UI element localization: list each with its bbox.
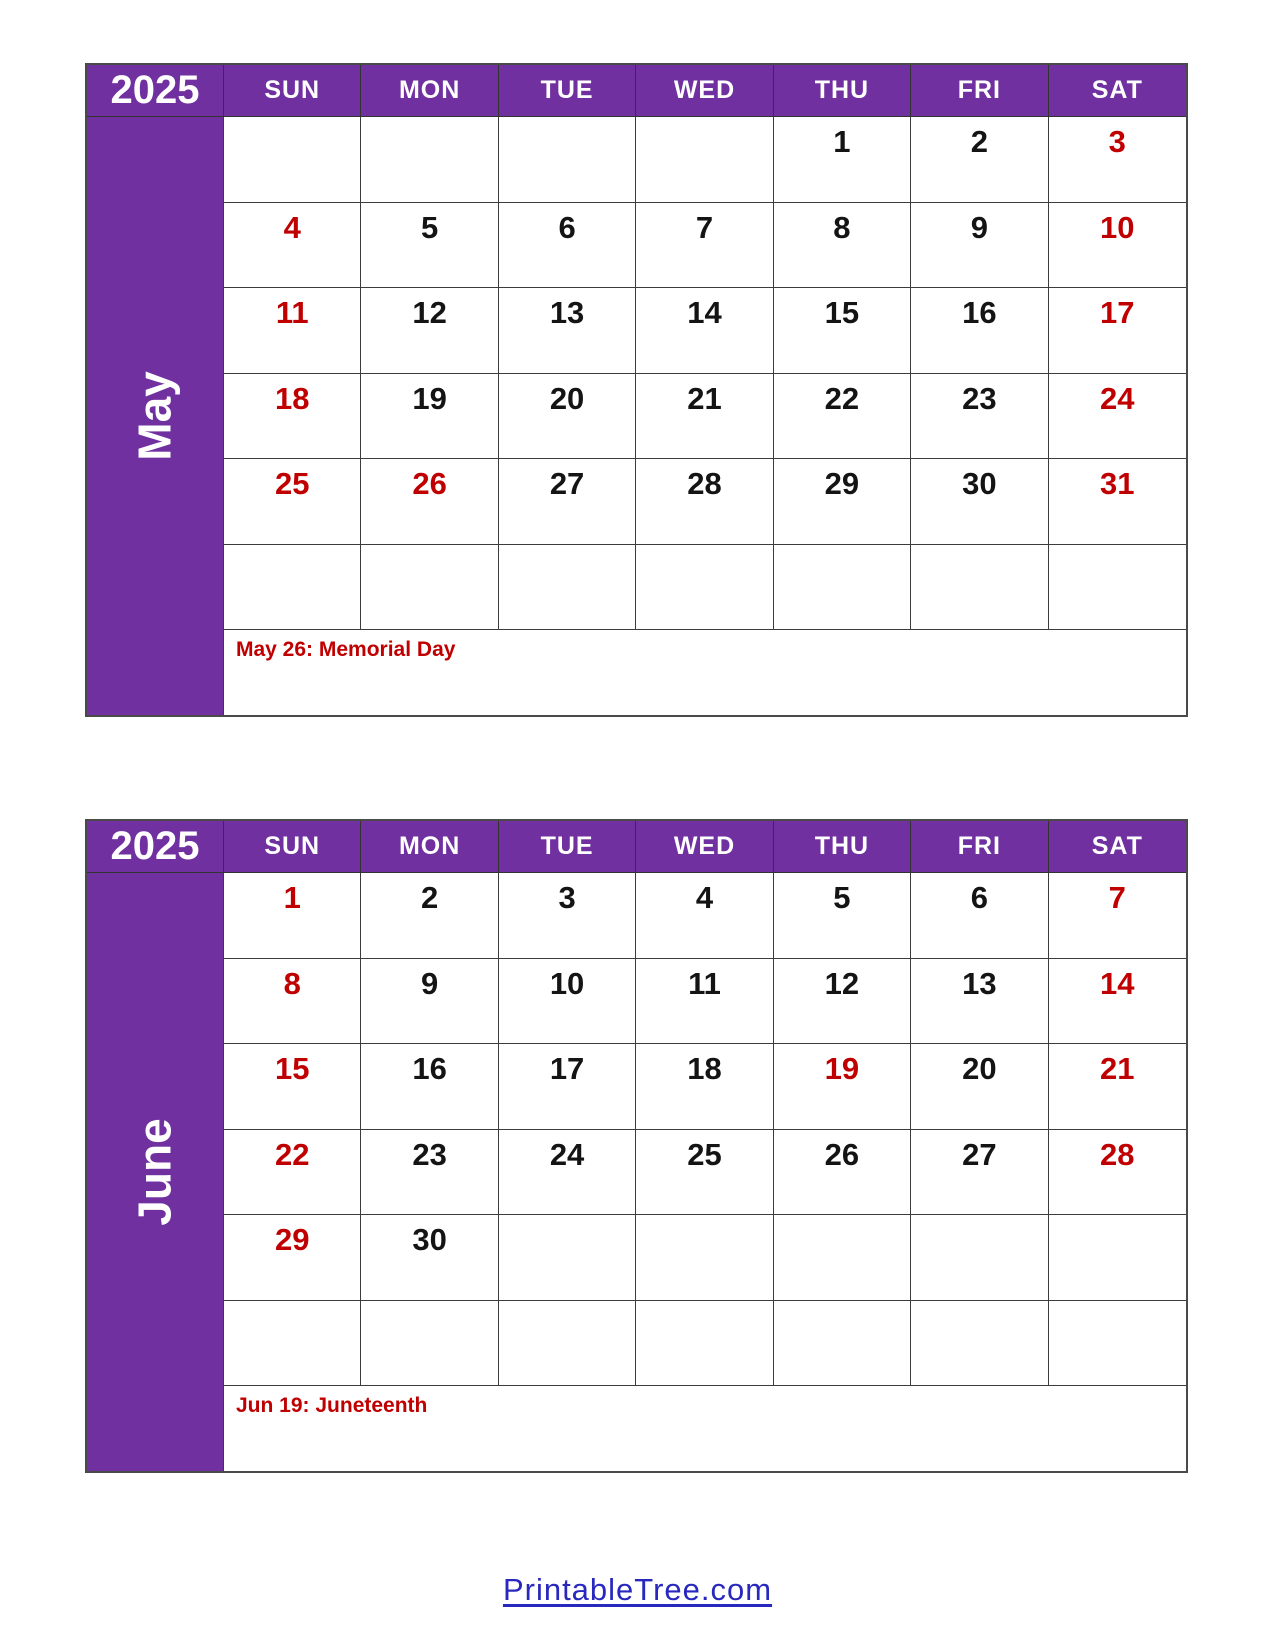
- day-header-sat: SAT: [1049, 65, 1186, 117]
- date-cell-june-8: 8: [224, 959, 361, 1045]
- date-cell-june-21: 21: [1049, 1044, 1186, 1130]
- date-cell-empty: [636, 1301, 773, 1387]
- date-cell-june-10: 10: [499, 959, 636, 1045]
- date-cell-may-23: 23: [911, 374, 1048, 460]
- date-cell-june-23: 23: [361, 1130, 498, 1216]
- date-cell-may-9: 9: [911, 203, 1048, 289]
- date-cell-may-30: 30: [911, 459, 1048, 545]
- date-cell-june-13: 13: [911, 959, 1048, 1045]
- date-cell-may-3: 3: [1049, 117, 1186, 203]
- date-cell-may-13: 13: [499, 288, 636, 374]
- date-cell-empty: [911, 545, 1048, 631]
- date-cell-june-29: 29: [224, 1215, 361, 1301]
- date-cell-june-4: 4: [636, 873, 773, 959]
- date-cell-empty: [224, 117, 361, 203]
- date-cell-may-15: 15: [774, 288, 911, 374]
- date-cell-may-28: 28: [636, 459, 773, 545]
- date-cell-may-25: 25: [224, 459, 361, 545]
- calendar-may: [85, 63, 1188, 717]
- date-cell-may-17: 17: [1049, 288, 1186, 374]
- date-cell-may-4: 4: [224, 203, 361, 289]
- month-name-label: May: [128, 371, 181, 461]
- date-cell-may-5: 5: [361, 203, 498, 289]
- day-header-tue: TUE: [499, 821, 636, 873]
- date-cell-may-26: 26: [361, 459, 498, 545]
- date-cell-empty: [1049, 1215, 1186, 1301]
- day-header-mon: MON: [361, 821, 498, 873]
- date-cell-may-10: 10: [1049, 203, 1186, 289]
- date-cell-june-16: 16: [361, 1044, 498, 1130]
- date-cell-may-7: 7: [636, 203, 773, 289]
- month-name-label: June: [129, 1118, 181, 1226]
- date-cell-may-24: 24: [1049, 374, 1186, 460]
- date-cell-may-31: 31: [1049, 459, 1186, 545]
- date-cell-may-14: 14: [636, 288, 773, 374]
- date-cell-empty: [499, 1215, 636, 1301]
- date-cell-empty: [499, 1301, 636, 1387]
- date-cell-june-15: 15: [224, 1044, 361, 1130]
- day-header-thu: THU: [774, 821, 911, 873]
- holiday-note: May 26: Memorial Day: [224, 630, 1186, 715]
- day-header-fri: FRI: [911, 821, 1048, 873]
- date-cell-empty: [636, 1215, 773, 1301]
- date-cell-june-25: 25: [636, 1130, 773, 1216]
- date-cell-june-28: 28: [1049, 1130, 1186, 1216]
- day-header-sat: SAT: [1049, 821, 1186, 873]
- date-cell-may-19: 19: [361, 374, 498, 460]
- date-cell-empty: [911, 1215, 1048, 1301]
- date-cell-may-12: 12: [361, 288, 498, 374]
- date-cell-empty: [499, 545, 636, 631]
- month-sidebar: [87, 117, 224, 715]
- footer-link[interactable]: PrintableTree.com: [502, 1572, 773, 1607]
- date-cell-june-11: 11: [636, 959, 773, 1045]
- month-sidebar: [87, 873, 224, 1471]
- date-cell-empty: [774, 1215, 911, 1301]
- day-header-sun: SUN: [224, 65, 361, 117]
- date-cell-june-1: 1: [224, 873, 361, 959]
- date-cell-june-2: 2: [361, 873, 498, 959]
- date-cell-empty: [911, 1301, 1048, 1387]
- date-cell-june-22: 22: [224, 1130, 361, 1216]
- date-cell-may-20: 20: [499, 374, 636, 460]
- date-cell-may-22: 22: [774, 374, 911, 460]
- date-cell-may-1: 1: [774, 117, 911, 203]
- date-cell-may-16: 16: [911, 288, 1048, 374]
- date-cell-june-27: 27: [911, 1130, 1048, 1216]
- day-header-wed: WED: [636, 65, 773, 117]
- date-cell-empty: [361, 117, 498, 203]
- date-cell-june-9: 9: [361, 959, 498, 1045]
- date-cell-may-6: 6: [499, 203, 636, 289]
- page-footer: [0, 1572, 1275, 1608]
- day-header-fri: FRI: [911, 65, 1048, 117]
- date-cell-may-18: 18: [224, 374, 361, 460]
- date-cell-june-5: 5: [774, 873, 911, 959]
- date-cell-june-12: 12: [774, 959, 911, 1045]
- date-cell-may-2: 2: [911, 117, 1048, 203]
- year-label: 2025: [87, 65, 224, 117]
- date-cell-empty: [224, 1301, 361, 1387]
- date-cell-empty: [636, 117, 773, 203]
- date-cell-empty: [1049, 545, 1186, 631]
- day-header-tue: TUE: [499, 65, 636, 117]
- date-cell-may-8: 8: [774, 203, 911, 289]
- date-cell-empty: [361, 1301, 498, 1387]
- date-cell-june-18: 18: [636, 1044, 773, 1130]
- date-cell-empty: [1049, 1301, 1186, 1387]
- date-cell-june-7: 7: [1049, 873, 1186, 959]
- date-cell-empty: [499, 117, 636, 203]
- calendar-grid-may: [85, 63, 1188, 717]
- date-cell-june-19: 19: [774, 1044, 911, 1130]
- date-cell-june-26: 26: [774, 1130, 911, 1216]
- date-cell-june-17: 17: [499, 1044, 636, 1130]
- date-cell-empty: [361, 545, 498, 631]
- day-header-wed: WED: [636, 821, 773, 873]
- date-cell-may-29: 29: [774, 459, 911, 545]
- date-cell-june-14: 14: [1049, 959, 1186, 1045]
- date-cell-empty: [636, 545, 773, 631]
- date-cell-june-24: 24: [499, 1130, 636, 1216]
- year-label: 2025: [87, 821, 224, 873]
- date-cell-empty: [774, 545, 911, 631]
- day-header-mon: MON: [361, 65, 498, 117]
- date-cell-may-11: 11: [224, 288, 361, 374]
- date-cell-may-21: 21: [636, 374, 773, 460]
- date-cell-may-27: 27: [499, 459, 636, 545]
- date-cell-june-30: 30: [361, 1215, 498, 1301]
- holiday-note: Jun 19: Juneteenth: [224, 1386, 1186, 1471]
- date-cell-june-20: 20: [911, 1044, 1048, 1130]
- date-cell-june-6: 6: [911, 873, 1048, 959]
- date-cell-june-3: 3: [499, 873, 636, 959]
- day-header-sun: SUN: [224, 821, 361, 873]
- date-cell-empty: [224, 545, 361, 631]
- day-header-thu: THU: [774, 65, 911, 117]
- calendar-grid-june: [85, 819, 1188, 1473]
- date-cell-empty: [774, 1301, 911, 1387]
- calendar-june: [85, 819, 1188, 1473]
